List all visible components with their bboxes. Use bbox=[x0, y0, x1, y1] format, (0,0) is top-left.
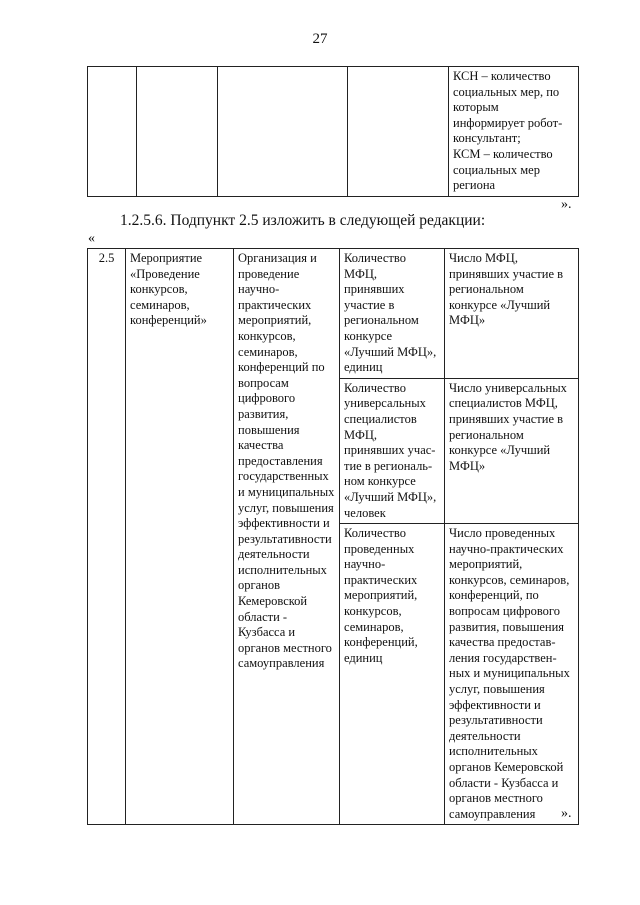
closing-quote: ». bbox=[561, 197, 572, 212]
empty-cell bbox=[88, 67, 137, 197]
indicator-cell bbox=[340, 378, 445, 523]
method-cell bbox=[445, 524, 579, 825]
page-number: 27 bbox=[312, 31, 328, 47]
table-row bbox=[88, 67, 579, 197]
indicator-cell bbox=[340, 249, 445, 379]
empty-cell bbox=[218, 67, 348, 197]
amendment-instruction: 1.2.5.6. Подпункт 2.5 изложить в следующей редакции: bbox=[120, 212, 486, 229]
method-cell bbox=[445, 378, 579, 523]
formula-legend-text: КСН – количество социальных мер, по которым информирует робот- консультант; КСМ – количество социальных мер региона bbox=[453, 69, 563, 193]
method-cell bbox=[445, 249, 579, 379]
empty-cell bbox=[348, 67, 449, 197]
indicator-text: Количество универсальных специалистов МФЦ, принявших учас- тие в региональ- ном конкурсе «Лучший МФЦ», человек bbox=[344, 380, 437, 520]
table-row bbox=[88, 249, 579, 379]
row-number-cell bbox=[88, 249, 126, 825]
subclause-table bbox=[87, 248, 579, 825]
closing-quote: ». bbox=[561, 806, 572, 821]
row-number: 2.5 bbox=[98, 251, 115, 265]
empty-cell bbox=[137, 67, 218, 197]
method-text: Число МФЦ, принявших участие в региональном конкурсе «Лучший МФЦ» bbox=[449, 251, 564, 328]
indicator-cell bbox=[340, 524, 445, 825]
indicator-text: Количество проведенных научно- практических мероприятий, конкурсов, семинаров, конференций, единиц bbox=[344, 526, 418, 665]
event-cell bbox=[126, 249, 234, 825]
description-cell bbox=[234, 249, 340, 825]
method-text: Число универсальных специалистов МФЦ, принявших участие в региональном конкурсе «Лучший МФЦ» bbox=[449, 380, 567, 473]
opening-quote: « bbox=[88, 231, 95, 246]
indicator-text: Количество МФЦ, принявших участие в региональном конкурсе «Лучший МФЦ», единиц bbox=[344, 251, 437, 375]
event-description: Организация и проведение научно- практических мероприятий, конкурсов, семинаров, конференций по вопросам цифрового развития, повышения качества предоставления государственных и муниципальных услуг, повышения эффективности и результативности деятельности исполнительных органов Кемеровской области - Кузбасса и органов местного самоуправления bbox=[238, 251, 335, 671]
method-text: Число проведенных научно-практических мероприятий, конкурсов, семинаров, конференций, по вопросам цифрового развития, повышения качества предостав- ления государствен- ных и муниципальных услуг, повышения эффективности и результативности деятельности исполнительных органов Кемеровской области - Кузбасса и органов местного самоуправления bbox=[449, 526, 570, 821]
event-name: Мероприятие «Проведение конкурсов, семинаров, конференций» bbox=[130, 251, 207, 328]
continuation-table bbox=[87, 66, 579, 197]
formula-legend-cell bbox=[449, 67, 579, 197]
